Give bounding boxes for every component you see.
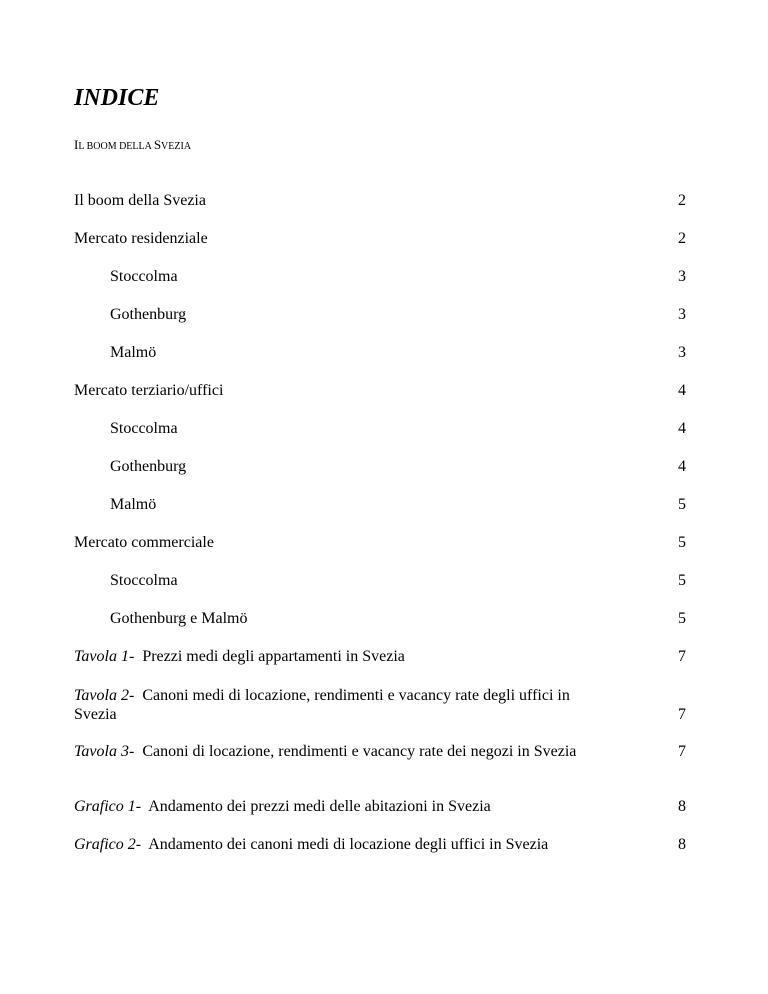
toc-page-number: 4 (678, 420, 686, 437)
toc-entry[interactable] (74, 343, 686, 362)
toc-entry[interactable] (74, 495, 686, 514)
toc-entry[interactable] (74, 609, 686, 628)
toc-page-number: 3 (678, 306, 686, 323)
toc-page-number: 4 (678, 458, 686, 475)
toc-page-number: 2 (678, 230, 686, 247)
toc-page-number: 5 (678, 572, 686, 589)
toc-entry[interactable] (74, 571, 686, 590)
page-title: INDICE (74, 85, 160, 111)
toc-entry-prefix: Grafico 1- (74, 798, 142, 815)
toc-entry-label: Mercato residenziale (74, 230, 208, 247)
toc-page-number: 7 (678, 706, 686, 723)
toc-entry[interactable] (74, 457, 686, 476)
toc-entry-label: Malmö (110, 496, 157, 513)
toc-entry-label: Stoccolma (110, 420, 178, 437)
toc-page-number: 5 (678, 610, 686, 627)
toc-entry[interactable] (74, 191, 686, 210)
section-heading-part: L BOOM DELLA (78, 141, 154, 152)
toc-entry[interactable] (74, 305, 686, 324)
toc-entry[interactable] (74, 647, 686, 666)
toc-entry-label: Canoni medi di locazione, rendimenti e vacancy rate degli uffici in Svezia (74, 687, 570, 723)
toc-entry[interactable] (74, 419, 686, 438)
toc-entry-label: Gothenburg e Malmö (110, 610, 248, 627)
toc-entry[interactable] (74, 381, 686, 400)
toc-entry[interactable] (74, 797, 686, 816)
toc-entry-prefix: Grafico 2- (74, 836, 142, 853)
toc-entry-label: Canoni di locazione, rendimenti e vacancy rate dei negozi in Svezia (142, 743, 577, 760)
toc-entry[interactable] (74, 533, 686, 552)
toc-page-number: 7 (678, 648, 686, 665)
toc-entry[interactable] (74, 742, 686, 761)
toc-page-number: 5 (678, 534, 686, 551)
section-heading-part: I (74, 137, 79, 152)
toc-entry-prefix: Tavola 1- (74, 648, 135, 665)
section-heading-part: S (153, 137, 162, 152)
toc-page-number: 8 (678, 836, 686, 853)
section-heading-part: VEZIA (161, 141, 192, 152)
toc-entry-prefix: Tavola 2- (74, 687, 135, 704)
toc-entry[interactable] (74, 686, 686, 724)
toc-entry[interactable] (74, 229, 686, 248)
toc-entry[interactable] (74, 267, 686, 286)
toc-entry-label: Stoccolma (110, 572, 178, 589)
toc-entry-label: Il boom della Svezia (74, 192, 206, 209)
toc-page-number: 4 (678, 382, 686, 399)
toc-entry-label: Andamento dei prezzi medi delle abitazioni in Svezia (148, 798, 491, 815)
toc-entry-label: Gothenburg (110, 306, 187, 323)
toc-entry-prefix: Tavola 3- (74, 743, 135, 760)
toc-entry-label: Mercato terziario/uffici (74, 382, 224, 399)
toc-page-number: 5 (678, 496, 686, 513)
toc-entry-label: Mercato commerciale (74, 534, 214, 551)
toc-page-number: 2 (678, 192, 686, 209)
toc-page-number: 8 (678, 798, 686, 815)
toc-entry-label: Malmö (110, 344, 157, 361)
toc-page-number: 3 (678, 344, 686, 361)
toc-page-number: 3 (678, 268, 686, 285)
toc-entry-label: Stoccolma (110, 268, 178, 285)
toc-page-number: 7 (678, 743, 686, 760)
toc-entry-label: Gothenburg (110, 458, 187, 475)
toc-entry[interactable] (74, 835, 686, 854)
toc-entry-label: Andamento dei canoni medi di locazione degli uffici in Svezia (148, 836, 549, 853)
toc-entry-label: Prezzi medi degli appartamenti in Svezia (142, 648, 405, 665)
